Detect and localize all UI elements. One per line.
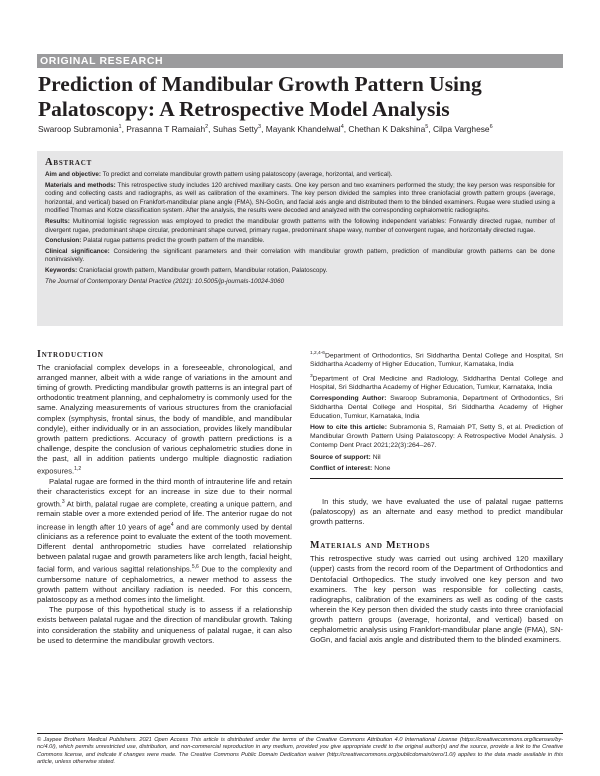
source-of-support (310, 454, 563, 463)
cite-label: How to cite this article: (310, 424, 387, 432)
author-affiliation: 3 (258, 124, 262, 131)
abstract-methods (45, 182, 555, 216)
abstract-keywords-text: Craniofacial growth pattern, Mandibular growth pattern, Mandibular rotation, Palatoscopy. (78, 266, 328, 274)
left-column (37, 350, 292, 646)
abstract-conclusion (45, 237, 555, 246)
divider (310, 478, 563, 479)
conflict-of-interest (310, 465, 563, 474)
abstract-results (45, 218, 555, 235)
abstract-keywords (45, 267, 555, 276)
reference-marker: 4 (170, 521, 174, 528)
reference-marker: 1,2 (74, 466, 82, 473)
reference-marker: 3 (61, 498, 65, 505)
body-paragraph: In this study, we have evaluated the use of palatal rugae patterns (palatoscopy) as an alternate and easy method to predict mandibular growth patterns. (310, 496, 563, 527)
author-list: Swaroop Subramonia$^1$, Prasanna T Ramaiah$^2$, Suhas Setty$^3$, Mayank Khandelwal$^4$, Chethan K Dakshina$^5$, Cilpa Varghese$^6$ (38, 124, 493, 134)
affiliation-marker: 3 (310, 373, 313, 379)
affiliation (310, 350, 563, 370)
abstract-aim (45, 171, 555, 180)
author-name: Swaroop Subramonia (38, 124, 119, 134)
author-name: Prasanna T Ramaiah (126, 124, 206, 134)
paragraph-text: Palatal rugae are formed in the third month of intrauterine life and retain their characteristics except for an increase in size due to their normal growth. (37, 476, 292, 509)
author-affiliation: 6 (489, 124, 493, 131)
abstract-methods-label: Materials and methods: (45, 181, 116, 189)
corresponding-author (310, 395, 563, 421)
affiliation-text: Department of Orthodontics, Sri Siddhartha Dental College and Hospital, Sri Siddhartha Academy of Higher Education, Tumkur, Karnataka, India (310, 352, 563, 368)
author-name: Cilpa Varghese (432, 124, 490, 134)
affiliation-text: Department of Oral Medicine and Radiology, Siddhartha Dental College and Hospital, Sri Siddhartha Academy of Higher Education, Tumkur, Karnataka, India (310, 374, 563, 391)
abstract-clinical (45, 248, 555, 265)
abstract-clinical-text: Considering the significant parameters and their correlation with mandibular growth pattern, prediction of mandibular growth patterns can be done noninvasively. (45, 247, 555, 264)
support-text: Nil (372, 453, 381, 461)
author-affiliation: 1 (118, 124, 122, 131)
affiliation (310, 373, 563, 393)
cite-text: Subramonia S, Ramaiah PT, Setty S, et al. Prediction of Mandibular Growth Pattern Using Palatoscopy: A Retrospective Model Analysis. J Contemp Dent Pract 2021;22(3):264–267. (310, 424, 563, 449)
abstract-conclusion-text: Palatal rugae patterns predict the growth pattern of the mandible. (83, 237, 265, 245)
paragraph-text: At birth, palatal rugae are complete, creating a unique pattern, and remain stable over a more extended period of life. The anterior rugae do not increase in length after 10 years of age (37, 499, 292, 532)
introduction-heading: Introduction (37, 349, 104, 360)
introduction-paragraph (37, 477, 292, 606)
article-title: Prediction of Mandibular Growth Pattern Using Palatoscopy: A Retrospective Model Analysis (38, 72, 482, 121)
license-footer: © Jaypee Brothers Medical Publishers. 2021 Open Access This article is distributed under the terms of the Creative Commons Attribution 4.0 International License (https://creativecommons.org/licenses/by-nc/4.0/), which permits unrestricted use, distribution, and non-commercial reproduction in any medium, provided you give appropriate credit to the original author(s) and the source, provide a link to the Creative Commons license, and indicate if changes were made. The Creative Commons Public Domain Dedication waiver (http://creativecommons.org/publicdomain/zero/1.0/) applies to the data made available in this article, unless otherwise stated. (37, 733, 563, 767)
author-affiliation: 4 (340, 124, 344, 131)
affiliation-marker: 1,2,4-6 (310, 351, 325, 356)
abstract-aim-text: To predict and correlate mandibular growth pattern using palatoscopy (average, horizontal, and vertical). (102, 171, 393, 178)
author-name: Suhas Setty (212, 124, 258, 134)
support-label: Source of support: (310, 453, 371, 461)
paragraph-text: Due to the complexity and cumbersome nature of cephalometrics, a newer method to assess the growth pattern without ancillary radiation is needed. For this concern, palatoscopy as a method comes into the limelight. (37, 565, 292, 605)
abstract-aim-label: Aim and objective: (45, 171, 101, 178)
conflict-text: None (374, 465, 391, 473)
author-affiliation: 5 (425, 124, 429, 131)
abstract-conclusion-label: Conclusion: (45, 237, 82, 245)
right-column (310, 350, 563, 645)
methods-heading: Materials and Methods (310, 540, 431, 552)
author-affiliation: 2 (205, 124, 209, 131)
paragraph-text: and are commonly used by dental clinicians as a reference point to evaluate the extent of the tooth movement. Different dental anthropometric studies have correlated relationship between palatal rugae and growth parameters like arch length, facial height, facial form, and various sagittal relationships. (37, 522, 292, 574)
abstract-methods-text: This retrospective study includes 120 archived maxillary casts. One key person and two examiners performed the study; the key person was responsible for coding and collecting casts and radiographs, as well as calibration of the examiners. The key person divided the samples into three craniofacial growth pattern groups (average, horizontal, and vertical) based on Frankfort-mandibular plane angle (FMA), SN-GoGn, and facial axis angle and distributed them to the blinded examiners. Rugae were studied using a modified Thomas and Kotze classification system. After the analysis, the results were decoded and analyzed with the corresponding cephalometric radiographs. (45, 181, 555, 215)
introduction-paragraph (37, 363, 292, 477)
section-banner: ORIGINAL RESEARCH (37, 54, 563, 68)
abstract-results-label: Results: (45, 217, 70, 225)
corresponding-text: Swaroop Subramonia, Department of Orthodontics, Sri Siddhartha Dental College and Hospital, Sri Siddhartha Academy of Higher Education, Tumkur, Karnataka, India (310, 395, 563, 420)
abstract-heading: Abstract (45, 157, 93, 168)
corresponding-label: Corresponding Author: (310, 395, 387, 403)
abstract-clinical-label: Clinical significance: (45, 247, 110, 255)
author-name: Chethan K Dakshina (348, 124, 426, 134)
paragraph-text: The craniofacial complex develops in a foreseeable, chronological, and arranged manner, albeit with a wide range of variations in the amount and timing of growth. Predicting mandibular growth patterns is an integral part of orthodontic treatment planning, and cephalometry is commonly used for the same. Analyzing measurements of various structures from the craniofacial complex (symphysis, frontal sinus, the body of mandible, and mandibular condyle), either individually or in an association, provides likely mandibular growth pattern predictions. Accuracy of growth pattern predictions is a challenge, despite the conclusion of various cephalometric studies done in the past, all in addition patients undergo multiple diagnostic radiation exposures. (37, 363, 292, 476)
author-name: Mayank Khandelwal (265, 124, 341, 134)
abstract-keywords-label: Keywords: (45, 266, 78, 274)
abstract-box (37, 151, 563, 326)
abstract-results-text: Multinomial logistic regression was employed to predict the mandibular growth patterns with the following independent variables: Forwardly directed rugae, number of divergent rugae, predominant shape circular, predominant shape curved, primary rugae, predominant shape wavy, number of convergent rugae, and horizontally directed rugae. (45, 217, 556, 234)
reference-marker: 5,6 (191, 564, 199, 571)
methods-paragraph: This retrospective study was carried out using archived 120 maxillary (upper) casts from the record room of the Department of Orthodontics and Dentofacial Orthopedics. The study involved one key person and two examiners. The key person was responsible for collecting casts, radiographs, calibration of the examiners as well as coding of the casts wherein the Key person then divided the study casts into three craniofacial growth pattern groups (average, horizontal, and vertical) based on cephalometric analysis using Frankfort-mandibular plane angle (FMA), SN-GoGn, and facial axis angle and distributed them to the blinded examiners. (310, 554, 563, 645)
conflict-label: Conflict of interest: (310, 465, 373, 473)
journal-citation: The Journal of Contemporary Dental Practice (2021): 10.5005/jp-journals-10024-3060 (45, 277, 285, 285)
how-to-cite (310, 424, 563, 450)
introduction-paragraph: The purpose of this hypothetical study is to assess if a relationship exists between palatal rugae and the direction of mandibular growth. Taking into consideration the stability and uniqueness of palatal rugae, it can also be used to determine the mandibular growth vectors. (37, 605, 292, 645)
